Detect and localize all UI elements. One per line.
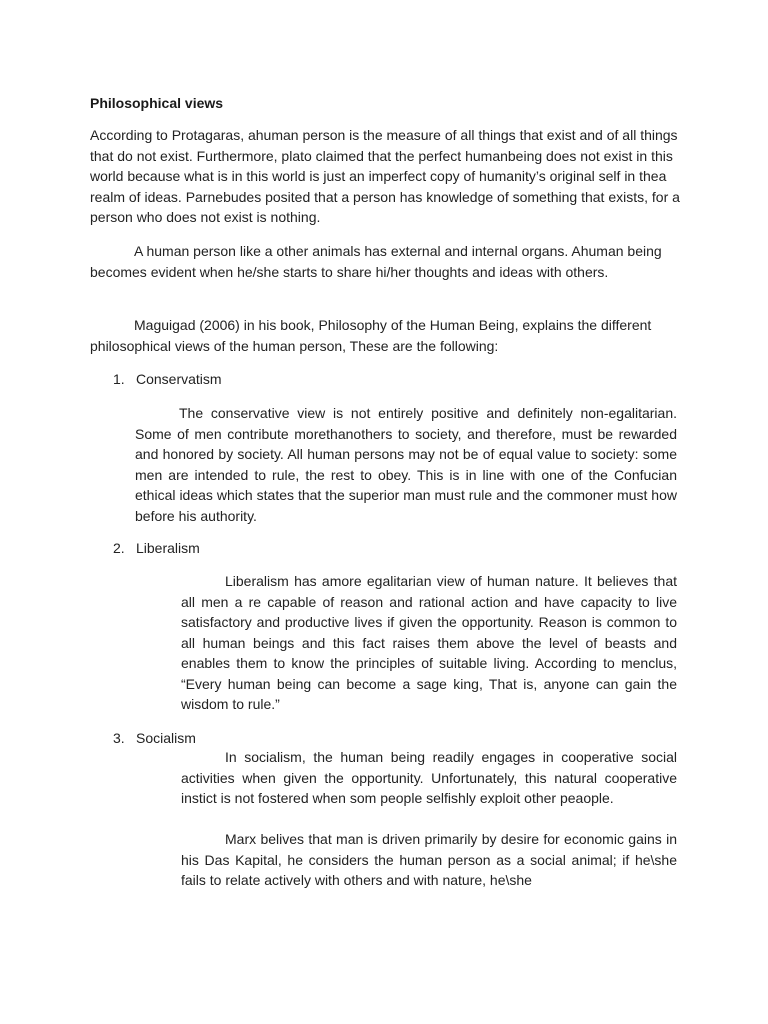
list-item-socialism [113,728,196,748]
conservatism-body: The conservative view is not entirely positive and definitely non-egalitarian. Some of men contribute morethanothers to society, and therefore, must be rewarded and honored by society. All human persons may not be of equal value to society: some men are intended to rule, the rest to obey. This is in line with one of the Confucian ethical ideas which states that the superior man must rule and the commoner must how before his authority. [135,405,677,524]
list-item-liberalism [113,538,200,558]
intro-paragraph: According to Protagaras, ahuman person is the measure of all things that exist and of all things that do not exist. Furthermore, plato claimed that the perfect humanbeing does not exist in this world because what is in this world is just an imperfect copy of humanity’s original self in thea realm of ideas. Parnebudes posited that a person has knowledge of something that exists, for a person who does not exist is nothing. [90,127,680,225]
list-item-title: Conservatism [136,371,222,387]
list-number: 1. [113,371,125,387]
maguigad-paragraph: Maguigad (2006) in his book, Philosophy of the Human Being, explains the different philosophical views of the human person, These are the following: [90,317,652,354]
list-item-title: Liberalism [136,540,200,556]
liberalism-body: Liberalism has amore egalitarian view of human nature. It believes that all men a re capable of reason and rational action and have capacity to live satisfactory and productive lives if given the opportunity. Reason is common to all human beings and this fact raises them above the level of beasts and enables them to know the principles of suitable living. According to menclus, “Every human being can become a sage king, That is, anyone can gain the wisdom to rule.” [181,573,677,712]
list-item-title: Socialism [136,730,196,746]
organs-paragraph: A human person like a other animals has external and internal organs. Ahuman being becomes evident when he/she starts to share hi/her thoughts and ideas with others. [90,243,662,280]
list-number: 3. [113,730,125,746]
section-heading: Philosophical views [90,95,224,111]
socialism-body-1: In socialism, the human being readily engages in cooperative social activities when given the opportunity. Unfortunately, this natural cooperative instict is not fostered when som people selfishly exploit other peaople. [181,749,677,806]
list-item-conservatism [113,369,222,389]
list-number: 2. [113,540,125,556]
socialism-body-2: Marx belives that man is driven primarily by desire for economic gains in his Das Kapital, he considers the human person as a social animal; if he\she fails to relate actively with others and with nature, he\she [181,831,677,888]
